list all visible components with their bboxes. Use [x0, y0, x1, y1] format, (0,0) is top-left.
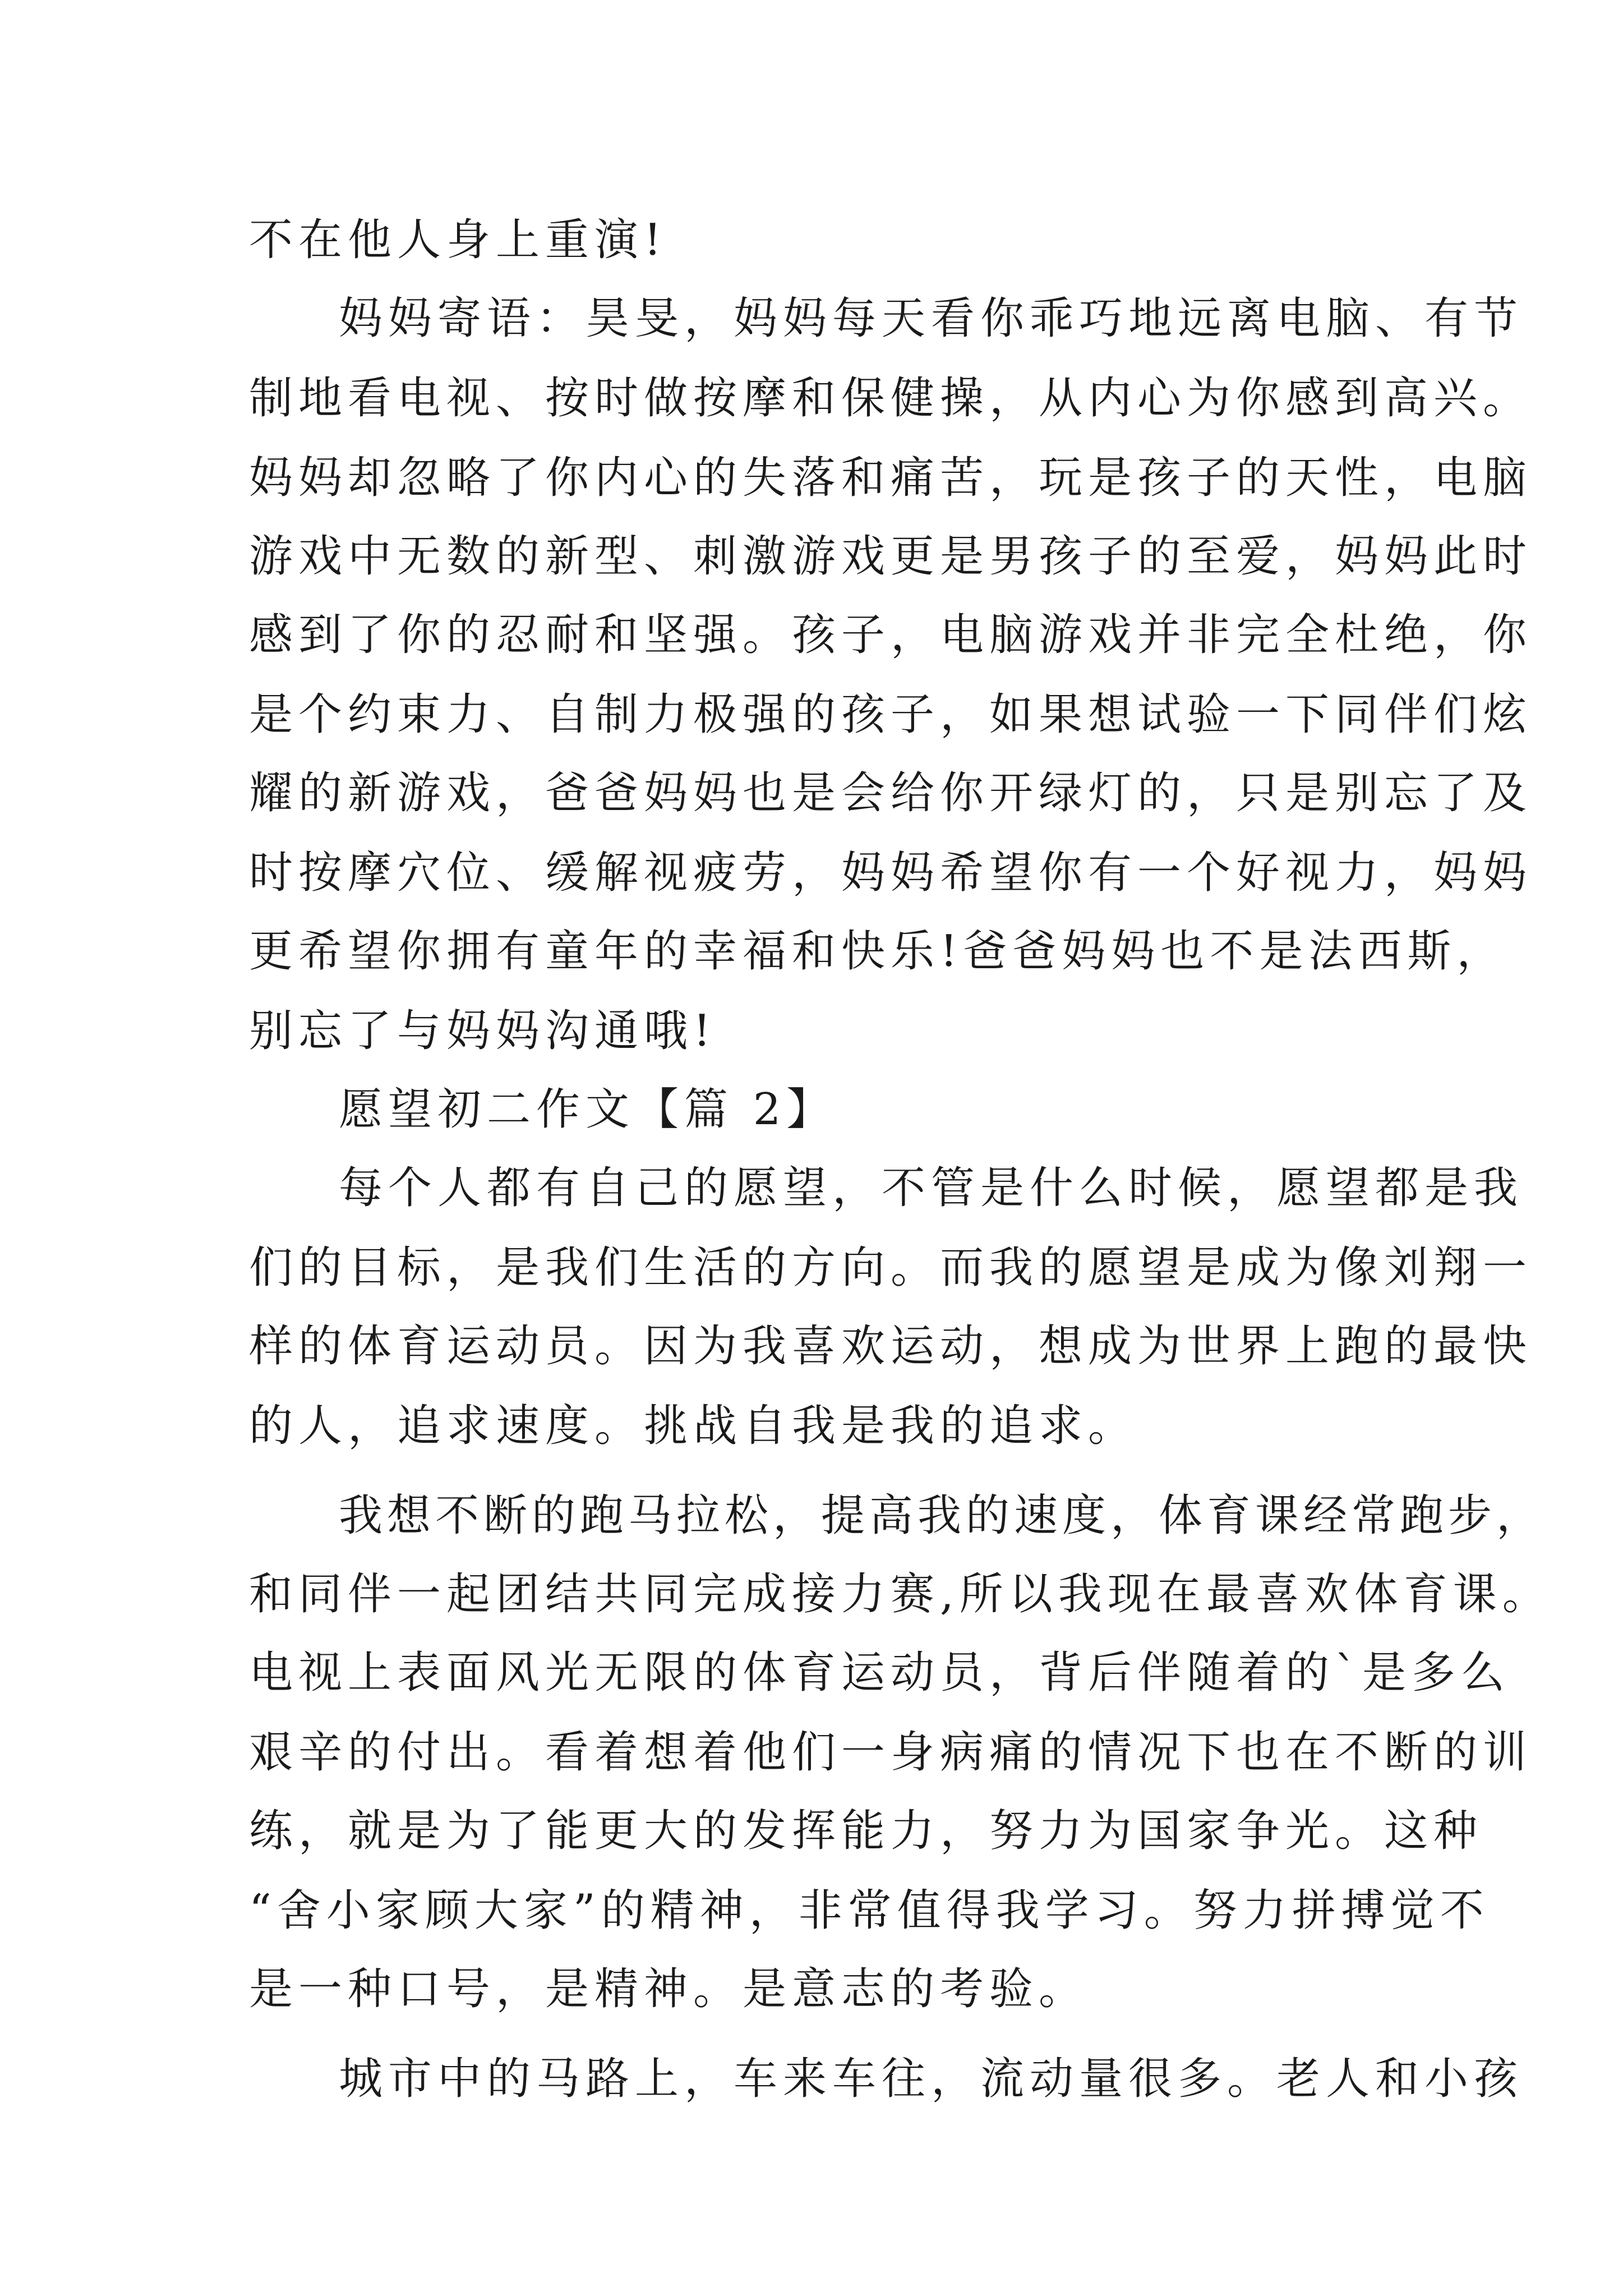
text-line: 制地看电视、按时做按摩和保健操，从内心为你感到高兴。	[249, 373, 1533, 424]
text-line: 的人，追求速度。挑战自我是我的追求。	[249, 1401, 1138, 1451]
text-line: 别忘了与妈妈沟通哦!	[249, 1006, 717, 1056]
text-line: “舍小家顾大家”的精神，非常值得我学习。努力拼搏觉不	[249, 1885, 1490, 1936]
text-line: 电视上表面风光无限的体育运动员，背后伴随着的`是多么	[249, 1648, 1511, 1698]
text-line: 每个人都有自己的愿望，不管是什么时候，愿望都是我	[339, 1163, 1524, 1213]
text-line: 艰辛的付出。看着想着他们一身病痛的情况下也在不断的训	[249, 1727, 1533, 1778]
section-heading: 愿望初二作文【篇 2】	[339, 1084, 836, 1135]
text-line: 时按摩穴位、缓解视疲劳，妈妈希望你有一个好视力，妈妈	[249, 848, 1533, 898]
text-line: 妈妈寄语：昊旻，妈妈每天看你乖巧地远离电脑、有节	[339, 293, 1524, 344]
text-line: 和同伴一起团结共同完成接力赛,所以我现在最喜欢体育课。	[249, 1569, 1552, 1619]
text-line: 感到了你的忍耐和坚强。孩子，电脑游戏并非完全杜绝，你	[249, 610, 1533, 660]
text-line: 是个约束力、自制力极强的孩子，如果想试验一下同伴们炫	[249, 689, 1533, 740]
text-line: 样的体育运动员。因为我喜欢运动，想成为世界上跑的最快	[249, 1321, 1533, 1372]
text-line: 更希望你拥有童年的幸福和快乐!爸爸妈妈也不是法西斯，	[249, 926, 1506, 977]
text-line: 游戏中无数的新型、刺激游戏更是男孩子的至爱，妈妈此时	[249, 531, 1533, 582]
text-line: 城市中的马路上，车来车往，流动量很多。老人和小孩	[339, 2054, 1524, 2104]
text-line: 耀的新游戏，爸爸妈妈也是会给你开绿灯的，只是别忘了及	[249, 768, 1533, 818]
text-line: 练，就是为了能更大的发挥能力，努力为国家争光。这种	[249, 1806, 1483, 1856]
text-line: 是一种口号，是精神。是意志的考验。	[249, 1964, 1089, 2014]
text-line: 们的目标，是我们生活的方向。而我的愿望是成为像刘翔一	[249, 1243, 1533, 1293]
text-line: 不在他人身上重演!	[249, 215, 667, 265]
text-line: 我想不断的跑马拉松，提高我的速度，体育课经常跑步，	[339, 1490, 1545, 1541]
text-line: 妈妈却忽略了你内心的失落和痛苦，玩是孩子的天性，电脑	[249, 453, 1533, 503]
